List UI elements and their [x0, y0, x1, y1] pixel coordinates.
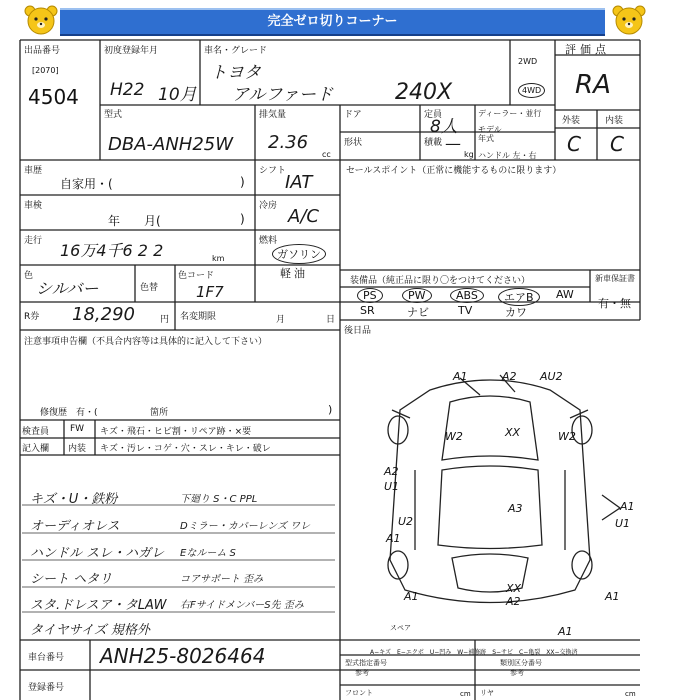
- rear-seat-label: 後日品: [344, 326, 372, 336]
- model-year-label: モデル年式: [478, 125, 502, 143]
- equip-abs: ABS: [450, 288, 484, 303]
- mark-a1-right: A1: [620, 500, 635, 513]
- capacity-label: 定員: [424, 110, 443, 120]
- equip-kawa: カワ: [505, 306, 527, 319]
- mark-au2-top: AU2: [540, 370, 563, 383]
- inspection-label: 車検: [24, 201, 43, 211]
- repair-place-label: 箇所: [150, 408, 169, 418]
- fuel-diesel: 軽油: [280, 267, 308, 280]
- equipment-label: 装備品（純正品に限り〇をつけてください）: [350, 276, 531, 286]
- mileage-value: 16万4千6 2 2: [60, 241, 164, 260]
- note-right-1: 下廻り S・C PPL: [180, 494, 258, 505]
- note-right-4: コアサポート 歪み: [180, 574, 264, 585]
- yen-label: 円: [160, 315, 170, 325]
- mark-xx-hood: XX: [505, 426, 521, 439]
- mark-a3: A3: [508, 502, 523, 515]
- register-label: 登録番号: [28, 683, 65, 693]
- note-right-3: Eなルーム S: [180, 548, 236, 559]
- note-left-6: タイヤサイズ 規格外: [30, 623, 150, 638]
- mark-u2-left: U2: [398, 515, 414, 528]
- fw-label: FW: [70, 424, 85, 434]
- equip-tv: TV: [458, 304, 473, 317]
- chassis-value: ANH25-8026464: [100, 644, 266, 668]
- door-label: ドア: [344, 110, 362, 120]
- first-reg-year: H22: [110, 80, 145, 100]
- history-value: 自家用・(: [60, 177, 113, 191]
- note-left-2: オーディオレス: [30, 519, 120, 534]
- warranty-value: 有・無: [598, 297, 631, 310]
- load-value: —: [445, 134, 461, 153]
- car-name-label: 車名・グレード: [204, 46, 268, 56]
- note-right-5: 右FサイドメンバーS先 歪み: [180, 600, 304, 611]
- mark-a1-bottom: A1: [558, 625, 573, 638]
- kg-label: kg: [464, 150, 474, 159]
- naiso-label: 内装: [68, 444, 87, 454]
- first-reg-month: 10月: [158, 85, 197, 105]
- mark-a1-br: A1: [605, 590, 620, 603]
- header-title: 完全ゼロ切りコーナー: [60, 8, 605, 36]
- recycle-label: R券: [24, 312, 40, 322]
- spare-label: スペア: [390, 624, 411, 632]
- history-label: 車歴: [24, 166, 43, 176]
- fuel-gasoline: ガソリン: [272, 244, 326, 264]
- lot-number-value: 4504: [28, 85, 79, 109]
- equip-navi: ナビ: [407, 306, 429, 319]
- handle-label: ハンドル 左・右: [478, 151, 537, 160]
- drive-2wd-label: 2WD: [518, 57, 538, 66]
- inspector-label: 検査員: [22, 427, 50, 437]
- shape-label: 形状: [344, 138, 363, 148]
- ext-options: キズ・飛石・ヒビ割・リペア跡・×要: [100, 427, 252, 437]
- damage-legend: A−キズ E−エクボ U−凹み W−補修跡 S−サビ C−亀裂 XX−交換済: [370, 649, 578, 656]
- lot-number-label: 出品番号: [24, 46, 61, 56]
- model-label: 型式: [104, 110, 123, 120]
- mark-a2-top: A2: [502, 370, 517, 383]
- car-damage-diagram: [340, 330, 640, 640]
- reference-label-1: 参考: [355, 669, 369, 677]
- fuel-label: 燃料: [259, 236, 278, 246]
- inspection-value: 年 月(: [108, 214, 161, 228]
- sales-point-label: セールスポイント（正常に機能するものに限ります）: [346, 166, 562, 176]
- color-code-value: 1F7: [196, 283, 224, 301]
- load-label: 積載: [424, 138, 443, 148]
- mark-w2-right: W2: [558, 430, 576, 443]
- equip-ps: PS: [357, 288, 383, 303]
- km-label: km: [212, 254, 225, 263]
- writer-label: 記入欄: [22, 444, 50, 454]
- repair-close-paren: ): [328, 403, 333, 416]
- rating-label: 評価点: [565, 43, 610, 56]
- warranty-label: 新車保証書: [595, 274, 635, 283]
- mark-u1-right: U1: [615, 517, 631, 530]
- color-code-label: 色コード: [178, 271, 215, 281]
- mark-a1-bl: A1: [404, 590, 419, 603]
- lot-prefix: [2070]: [32, 66, 59, 75]
- chassis-label: 車台番号: [28, 653, 65, 663]
- car-make: トヨタ: [210, 63, 261, 83]
- aircon-value: A/C: [288, 206, 319, 227]
- rear-label: リヤ: [480, 689, 494, 697]
- form-class-label: 類別区分番号: [500, 659, 542, 667]
- car-grade: 240X: [395, 80, 453, 105]
- cm-label-1: cm: [460, 690, 471, 698]
- equip-sr: SR: [360, 304, 375, 317]
- interior-value: C: [610, 132, 624, 156]
- interior-label: 内装: [605, 116, 624, 126]
- form-ministry-label: 型式指定番号: [345, 659, 387, 667]
- int-options: キズ・汚レ・コゲ・穴・スレ・キレ・破レ: [100, 444, 271, 454]
- cm-label-2: cm: [625, 690, 636, 698]
- aircon-label: 冷房: [259, 201, 278, 211]
- mark-w2-left: W2: [445, 430, 463, 443]
- recycle-value: 18,290: [72, 304, 135, 325]
- repair-label: 修復歴 有・(: [40, 408, 98, 418]
- first-reg-label: 初度登録年月: [104, 46, 159, 56]
- note-left-3: ハンドル スレ・ハガレ: [30, 546, 165, 561]
- exterior-label: 外装: [562, 116, 581, 126]
- notes-label: 注意事項申告欄（不具合内容等は具体的に記入して下さい）: [24, 337, 268, 347]
- note-left-5: スタ.ドレスア・タLAW: [30, 598, 167, 613]
- dealer-label: ディーラー・並行: [478, 109, 542, 118]
- shift-value: IAT: [285, 172, 313, 193]
- equip-airbag: エアB: [498, 288, 540, 306]
- mark-xx-rear: XX: [506, 582, 522, 595]
- mark-a1-top: A1: [453, 370, 468, 383]
- color-label: 色: [24, 271, 34, 281]
- month-label: 月: [276, 315, 286, 325]
- rating-value: RA: [575, 70, 611, 100]
- displacement-value: 2.36: [268, 132, 309, 153]
- model-value: DBA-ANH25W: [108, 134, 234, 155]
- displacement-label: 排気量: [259, 110, 287, 120]
- car-model-name: アルファード: [232, 85, 333, 105]
- note-right-2: Dミラー・カバーレンズ ワレ: [180, 521, 311, 532]
- inspection-close-paren: ): [240, 212, 245, 226]
- equip-aw: AW: [556, 288, 574, 301]
- mileage-label: 走行: [24, 236, 43, 246]
- exterior-value: C: [567, 132, 581, 156]
- name-change-label: 名変期限: [180, 312, 217, 322]
- cc-label: cc: [322, 150, 331, 159]
- note-left-4: シート ヘタリ: [30, 572, 113, 587]
- front-label: フロント: [345, 689, 373, 697]
- color-value: シルバー: [36, 279, 99, 298]
- mark-a2-rear: A2: [506, 595, 521, 608]
- mark-a2-left: A2: [384, 465, 399, 478]
- capacity-value: 8人: [430, 117, 458, 137]
- reference-label-2: 参考: [510, 669, 524, 677]
- mark-u1-left: U1: [384, 480, 400, 493]
- mark-a1-left: A1: [386, 532, 401, 545]
- drive-4wd-label: 4WD: [518, 83, 545, 98]
- day-label: 日: [326, 315, 336, 325]
- color-no-label: 色替: [140, 283, 159, 293]
- equip-pw: PW: [402, 288, 432, 303]
- history-close-paren: ): [240, 175, 245, 189]
- note-left-1: キズ・U・鉄粉: [30, 492, 118, 507]
- shift-label: シフト: [259, 166, 287, 176]
